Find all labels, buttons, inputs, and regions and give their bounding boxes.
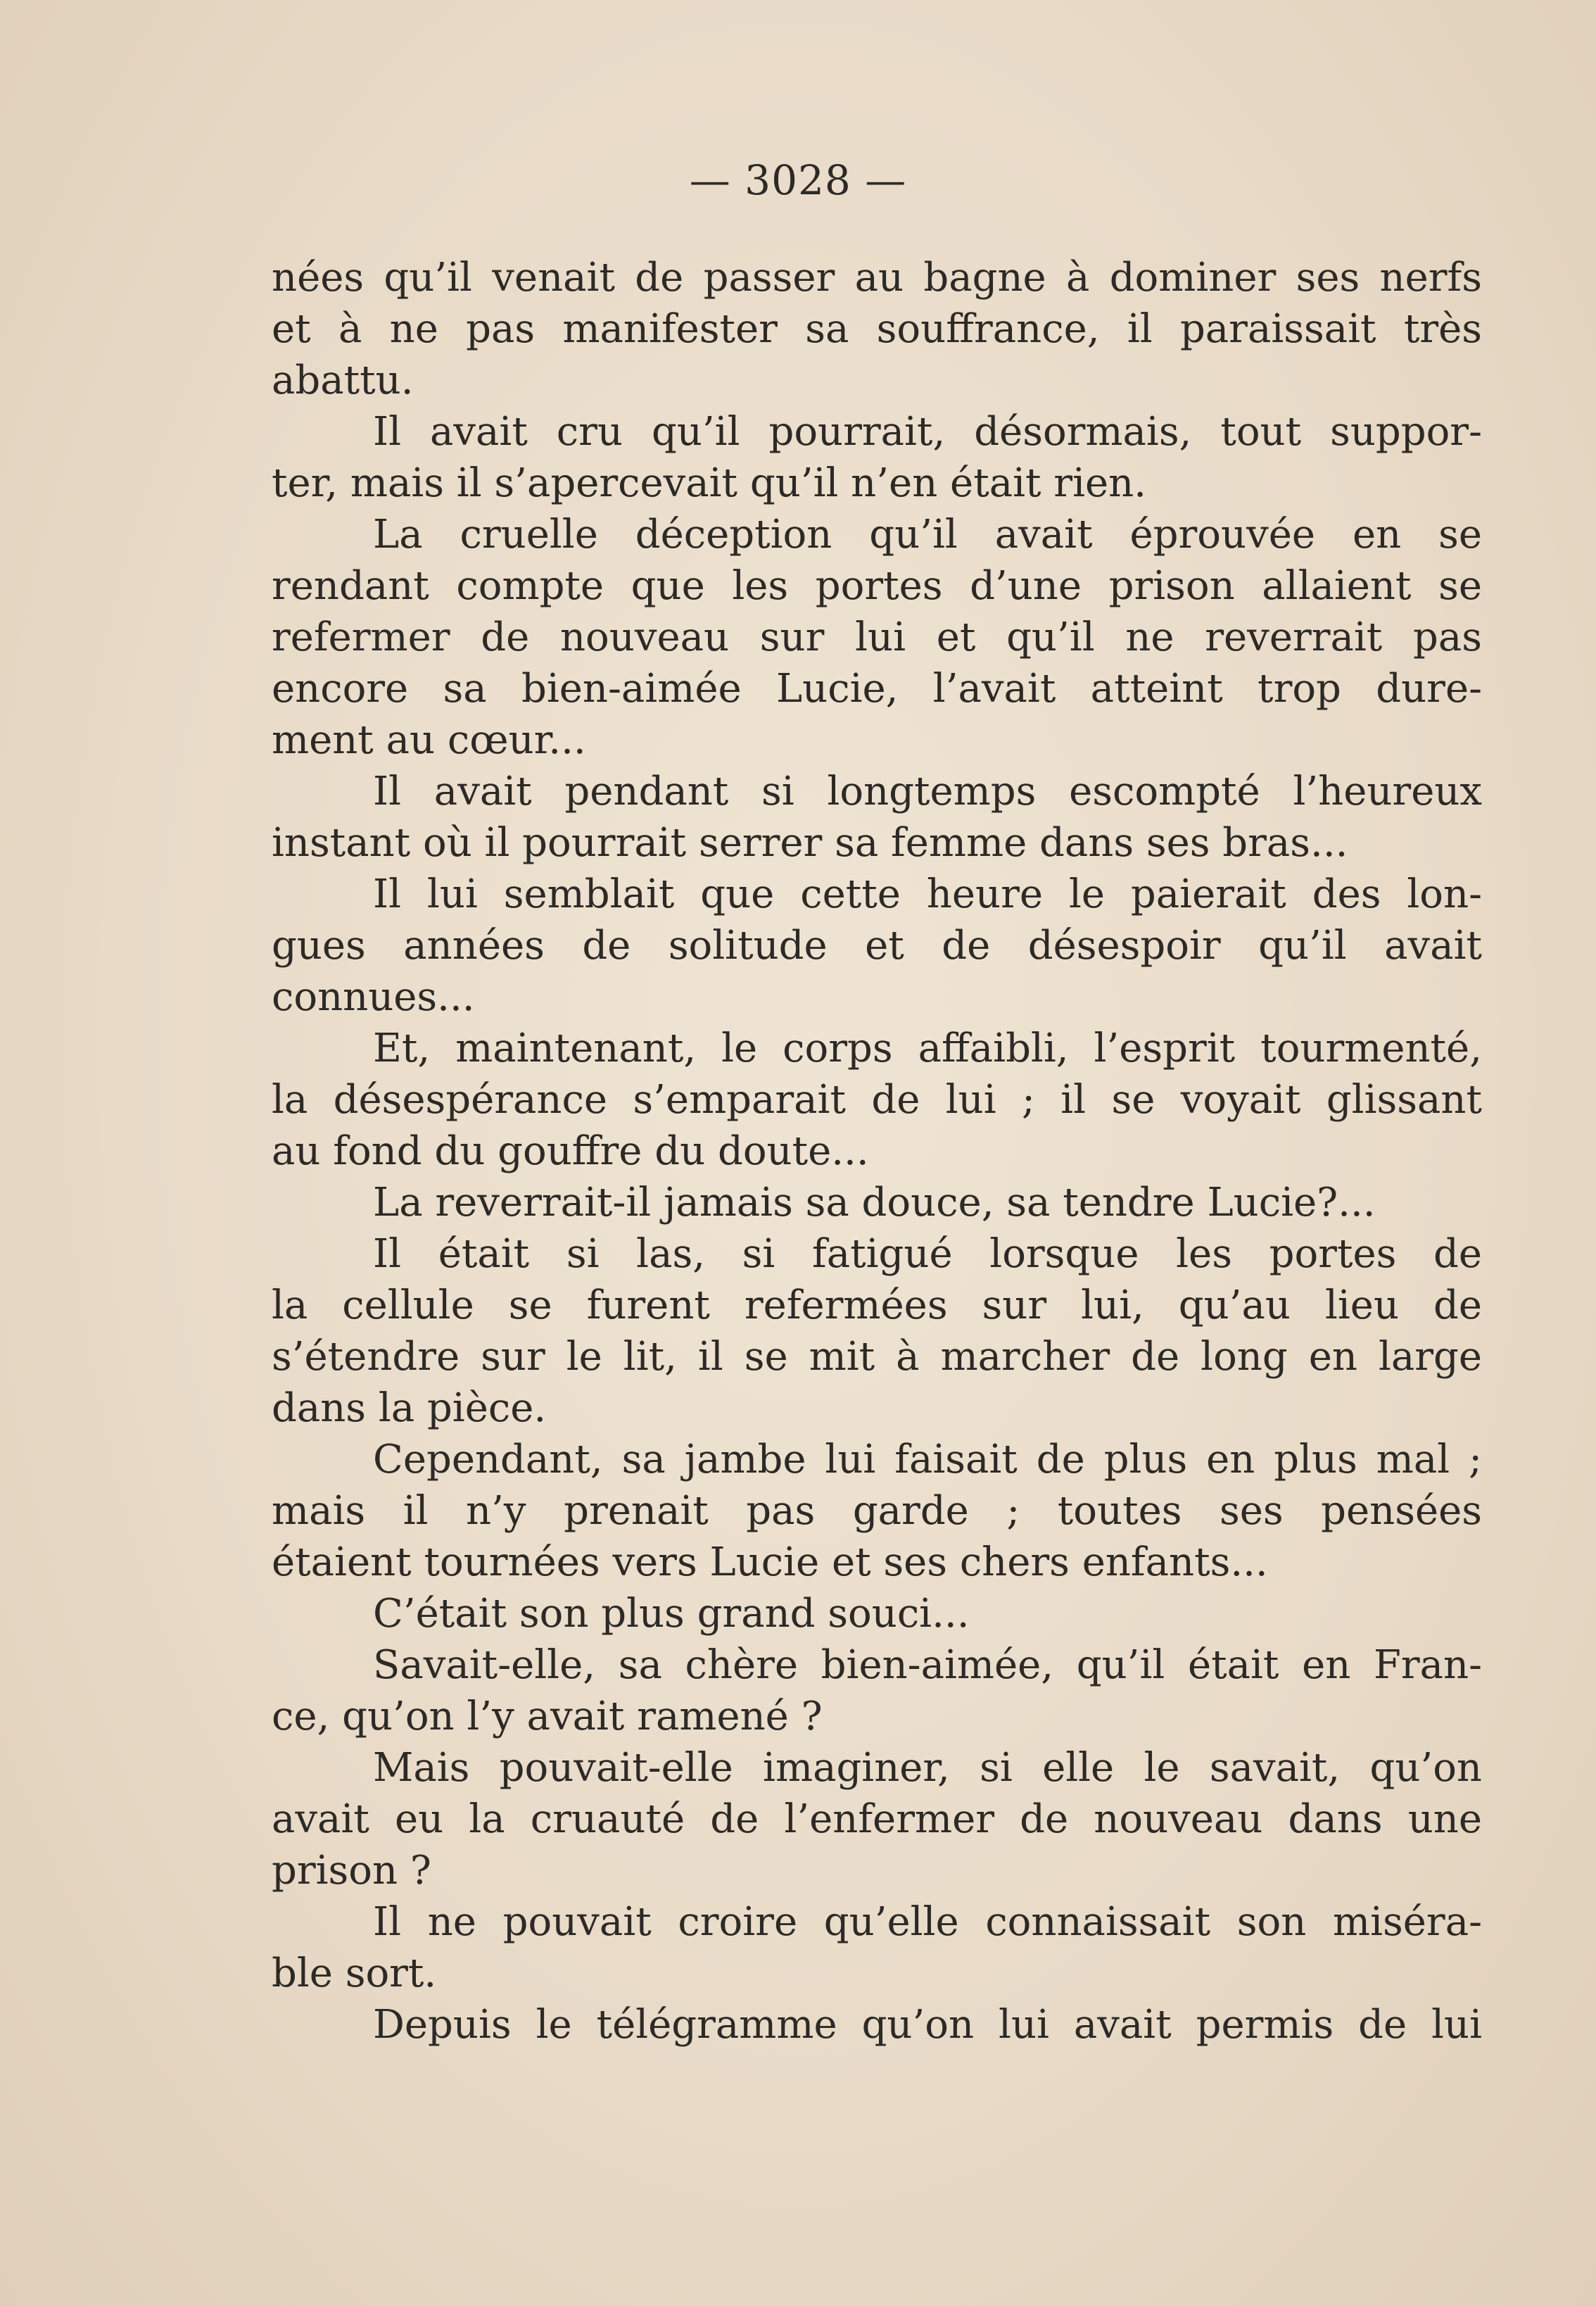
text-line: s’étendre sur le lit, il se mit à marcher de long en large [272,1334,1482,1380]
text-line: Il avait pendant si longtemps escompté l’heureux [373,769,1482,814]
text-line: C’était son plus grand souci... [373,1591,970,1637]
text-line: la désespérance s’emparait de lui ; il se voyait glissant [272,1077,1482,1123]
text-line: Il lui semblait que cette heure le paierait des lon- [373,871,1482,917]
text-line: Il était si las, si fatigué lorsque les portes de [373,1231,1482,1277]
text-line: Depuis le télégramme qu’on lui avait permis de lui [373,2002,1482,2048]
text-line: abattu. [272,358,414,403]
text-line: Mais pouvait-elle imaginer, si elle le savait, qu’on [373,1745,1482,1791]
body-text [272,252,1482,2050]
page-number: — 3028 — [689,156,907,204]
text-line: Savait-elle, sa chère bien-aimée, qu’il était en Fran- [373,1642,1482,1688]
text-line: La reverrait-il jamais sa douce, sa tendre Lucie?... [373,1180,1376,1226]
text-line: et à ne pas manifester sa souffrance, il paraissait très [272,306,1482,352]
text-line: La cruelle déception qu’il avait éprouvée en se [373,512,1482,557]
text-line: Cependant, sa jambe lui faisait de plus en plus mal ; [373,1437,1482,1482]
text-line: ce, qu’on l’y avait ramené ? [272,1694,823,1739]
text-line: étaient tournées vers Lucie et ses chers enfants... [272,1539,1268,1585]
text-line: ter, mais il s’apercevait qu’il n’en était rien. [272,460,1146,506]
text-line: connues... [272,974,475,1020]
text-line: nées qu’il venait de passer au bagne à dominer ses nerfs [272,255,1482,301]
text-line: Et, maintenant, le corps affaibli, l’esprit tourmenté, [373,1026,1482,1071]
text-line: dans la pièce. [272,1385,547,1431]
text-line: rendant compte que les portes d’une prison allaient se [272,563,1482,609]
text-line: encore sa bien-aimée Lucie, l’avait atteint trop dure- [272,666,1482,712]
text-line: Il avait cru qu’il pourrait, désormais, tout suppor- [373,409,1482,455]
text-line: prison ? [272,1848,431,1894]
text-line: Il ne pouvait croire qu’elle connaissait son miséra- [373,1899,1482,1945]
text-line: ment au cœur... [272,717,586,763]
text-line: mais il n’y prenait pas garde ; toutes ses pensées [272,1488,1482,1534]
text-line: gues années de solitude et de désespoir qu’il avait [272,923,1482,969]
text-line: avait eu la cruauté de l’enfermer de nouveau dans une [272,1796,1482,1842]
text-line: ble sort. [272,1951,437,1996]
text-line: au fond du gouffre du doute... [272,1128,869,1174]
text-line: instant où il pourrait serrer sa femme dans ses bras... [272,820,1348,866]
text-line: la cellule se furent refermées sur lui, qu’au lieu de [272,1283,1482,1328]
text-line: refermer de nouveau sur lui et qu’il ne reverrait pas [272,615,1482,660]
